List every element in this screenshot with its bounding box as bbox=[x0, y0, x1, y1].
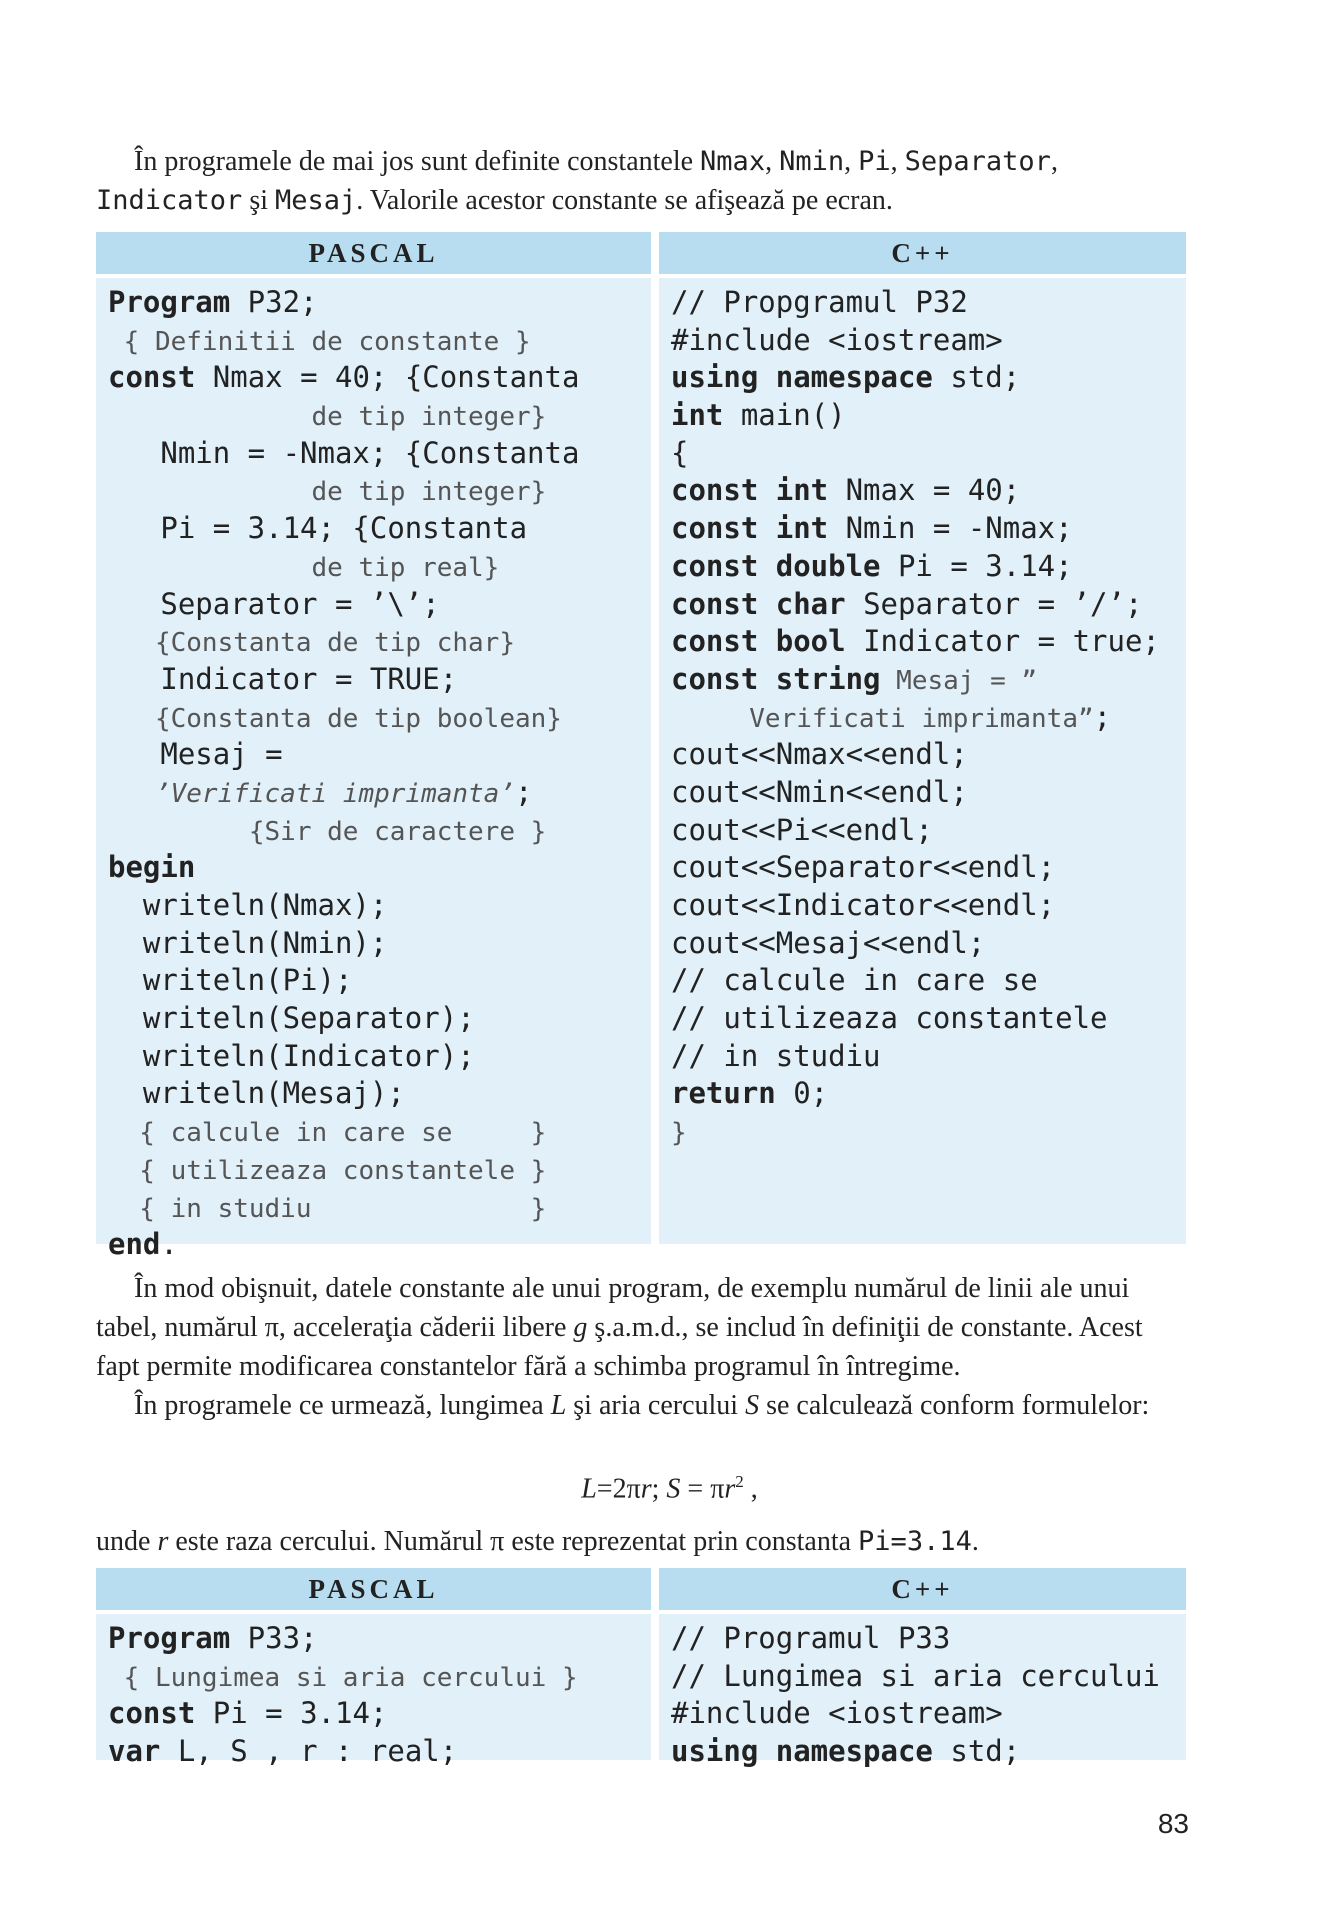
code-comment: { Definitii de constante } bbox=[108, 326, 531, 357]
symbol-r: r bbox=[157, 1526, 169, 1557]
code-text: // Lungimea si aria cercului bbox=[671, 1658, 1160, 1693]
code-table-p32 bbox=[96, 232, 1186, 1262]
code-text: // in studiu bbox=[671, 1038, 881, 1073]
symbol-S: S bbox=[666, 1473, 681, 1505]
code-keyword: const bbox=[108, 1696, 196, 1731]
code-text: // utilizeaza constantele bbox=[671, 1001, 1108, 1036]
circle-formula bbox=[0, 1472, 1339, 1505]
code-text: Pi = 3.14; {Constanta bbox=[108, 511, 528, 546]
para-text: unde bbox=[96, 1526, 158, 1557]
code-text: std; bbox=[932, 1734, 1021, 1769]
code-line bbox=[108, 661, 651, 699]
code-text: #include <iostream> bbox=[671, 1696, 1003, 1731]
code-text: Indicator = true; bbox=[845, 624, 1160, 659]
cpp-code bbox=[659, 1614, 1186, 1769]
code-line bbox=[671, 472, 1186, 510]
code-text: Separator = ’\’; bbox=[108, 586, 440, 621]
code-line bbox=[108, 1189, 651, 1227]
code-line bbox=[671, 359, 1186, 397]
code-text: Pi = 3.14; bbox=[195, 1696, 388, 1731]
code-line bbox=[108, 849, 651, 887]
code-text: writeln(Separator); bbox=[108, 1001, 475, 1036]
code-line bbox=[671, 510, 1186, 548]
code-text: 0; bbox=[775, 1076, 829, 1111]
code-line bbox=[671, 887, 1186, 925]
code-line bbox=[108, 510, 651, 548]
cpp-header: C++ bbox=[659, 232, 1186, 274]
code-text: P33; bbox=[230, 1621, 318, 1655]
code-text: Nmax = 40; {Constanta bbox=[195, 360, 580, 395]
code-line bbox=[108, 1733, 651, 1771]
code-table-p33 bbox=[96, 1568, 1186, 1769]
code-keyword: var bbox=[108, 1734, 161, 1769]
code-text: cout<<Nmin<<endl; bbox=[671, 774, 968, 809]
code-text: cout<<Pi<<endl; bbox=[671, 812, 933, 847]
code-line bbox=[671, 962, 1186, 1000]
code-text: { bbox=[671, 435, 689, 470]
code-line bbox=[108, 1658, 651, 1696]
code-keyword: const char bbox=[671, 586, 846, 621]
code-text: Separator = ’/’; bbox=[845, 586, 1143, 621]
code-text: Nmin = -Nmax; {Constanta bbox=[108, 435, 580, 470]
code-line bbox=[108, 1695, 651, 1733]
code-text: ; bbox=[515, 774, 533, 809]
code-comment: } bbox=[671, 1118, 687, 1149]
cpp-column bbox=[659, 1568, 1186, 1769]
para-text: este raza cercului. Numărul π este reprezentat prin constanta bbox=[168, 1526, 859, 1557]
code-text: cout<<Separator<<endl; bbox=[671, 850, 1056, 885]
code-line bbox=[671, 774, 1186, 812]
code-keyword: const bool bbox=[671, 624, 846, 659]
code-line bbox=[671, 284, 1186, 322]
code-line bbox=[108, 925, 651, 963]
intro-text: În programele de mai jos sunt definite constantele bbox=[134, 146, 701, 177]
code-text: P32; bbox=[230, 285, 318, 319]
code-keyword: const int bbox=[671, 511, 829, 546]
code-line bbox=[108, 623, 651, 661]
symbol-L: L bbox=[581, 1473, 597, 1505]
code-text: Pi = 3.14; bbox=[880, 548, 1073, 583]
code-keyword: const string bbox=[671, 661, 881, 696]
code-line bbox=[671, 623, 1186, 661]
code-comment: {Sir de caractere } bbox=[108, 816, 547, 847]
cpp-column bbox=[659, 232, 1186, 1244]
code-keyword: const double bbox=[671, 548, 881, 583]
code-line bbox=[671, 736, 1186, 774]
code-comment: de tip real} bbox=[108, 552, 500, 583]
code-line bbox=[108, 736, 651, 774]
symbol-r: r bbox=[724, 1473, 736, 1505]
code-text: // calcule in care se bbox=[671, 963, 1038, 998]
const-name: Nmax bbox=[700, 146, 766, 177]
para-text: şi aria cercului bbox=[566, 1390, 746, 1421]
code-line bbox=[108, 322, 651, 360]
code-text: // Programul P33 bbox=[671, 1621, 951, 1655]
code-line bbox=[671, 1620, 1186, 1658]
sep: , bbox=[844, 146, 859, 177]
sep: , bbox=[1050, 146, 1058, 177]
code-line bbox=[671, 1733, 1186, 1771]
const-name: Nmin bbox=[779, 146, 845, 177]
code-text: writeln(Nmax); bbox=[108, 888, 388, 922]
code-line bbox=[671, 1113, 1186, 1151]
symbol-L: L bbox=[550, 1390, 567, 1421]
formula-part: ; bbox=[651, 1473, 667, 1505]
code-line bbox=[108, 586, 651, 624]
code-line bbox=[108, 1113, 651, 1151]
code-keyword: return bbox=[671, 1076, 776, 1111]
formula-part: , bbox=[743, 1473, 758, 1505]
pascal-code bbox=[96, 278, 651, 1262]
code-line bbox=[108, 548, 651, 586]
intro-text: şi bbox=[242, 185, 275, 216]
code-line bbox=[108, 699, 651, 737]
pascal-column bbox=[96, 232, 651, 1262]
code-line bbox=[108, 812, 651, 850]
code-keyword: using namespace bbox=[671, 1734, 933, 1769]
code-line bbox=[671, 397, 1186, 435]
code-keyword: Program bbox=[108, 1621, 231, 1655]
pascal-code bbox=[96, 1614, 651, 1769]
code-line bbox=[108, 1075, 651, 1113]
code-text: L, S , r : real; bbox=[160, 1734, 458, 1769]
code-text: cout<<Mesaj<<endl; bbox=[671, 925, 986, 960]
code-text: Nmax = 40; bbox=[828, 473, 1021, 508]
code-comment: Verificati imprimanta” bbox=[671, 703, 1094, 734]
para-text: În mod obişnuit, datele constante ale unui program, de exemplu numărul de linii ale unui tabel, numărul π, acceleraţia căderii libere bbox=[96, 1273, 1130, 1343]
paragraph-formulas bbox=[96, 1386, 1186, 1425]
const-name: Pi bbox=[858, 146, 891, 177]
const-name: Mesaj bbox=[275, 185, 357, 216]
code-line bbox=[671, 1658, 1186, 1696]
code-line bbox=[108, 1226, 651, 1264]
pascal-header: PASCAL bbox=[96, 1568, 651, 1610]
code-comment: {Constanta de tip boolean} bbox=[108, 703, 562, 734]
code-line bbox=[108, 1038, 651, 1076]
code-line bbox=[671, 548, 1186, 586]
code-line bbox=[671, 586, 1186, 624]
code-comment: { calcule in care se } bbox=[108, 1118, 547, 1149]
code-keyword: Program bbox=[108, 285, 231, 319]
code-text: cout<<Nmax<<endl; bbox=[671, 737, 968, 772]
code-line bbox=[108, 359, 651, 397]
cpp-header: C++ bbox=[659, 1568, 1186, 1610]
code-line bbox=[108, 397, 651, 435]
code-keyword: const int bbox=[671, 473, 829, 508]
page-number: 83 bbox=[1157, 1808, 1189, 1839]
symbol-g: g bbox=[573, 1312, 588, 1343]
cpp-code bbox=[659, 278, 1186, 1244]
code-text: #include <iostream> bbox=[671, 322, 1003, 357]
para-text: În programele ce urmează, lungimea bbox=[134, 1390, 551, 1421]
code-text: writeln(Indicator); bbox=[108, 1038, 475, 1073]
code-text: . bbox=[160, 1227, 178, 1262]
formula-part: = π bbox=[680, 1473, 725, 1505]
code-line bbox=[671, 435, 1186, 473]
code-keyword: const bbox=[108, 360, 196, 395]
symbol-S: S bbox=[745, 1390, 760, 1421]
code-line bbox=[108, 1151, 651, 1189]
code-comment: de tip integer} bbox=[108, 477, 547, 508]
paragraph-constants bbox=[96, 1269, 1186, 1386]
code-comment: { in studiu } bbox=[108, 1193, 547, 1224]
code-line bbox=[108, 284, 651, 322]
code-line bbox=[671, 1038, 1186, 1076]
symbol-r: r bbox=[640, 1473, 652, 1505]
code-comment: { Lungimea si aria cercului } bbox=[108, 1662, 578, 1693]
para-text: ş.a.m.d., se includ în definiţii de constante. Acest fapt permite modificarea constantelor fără a schimba programul în întregime. bbox=[96, 1312, 1143, 1382]
code-text: main() bbox=[723, 398, 846, 433]
pascal-column bbox=[96, 1568, 651, 1769]
code-line bbox=[108, 435, 651, 473]
code-line bbox=[671, 812, 1186, 850]
code-line bbox=[108, 887, 651, 925]
code-line bbox=[671, 661, 1186, 699]
code-line bbox=[671, 849, 1186, 887]
code-comment: Mesaj = ” bbox=[880, 665, 1038, 696]
code-comment: ’Verificati imprimanta’ bbox=[108, 778, 515, 809]
code-line bbox=[108, 1620, 651, 1658]
code-keyword: using namespace bbox=[671, 360, 933, 395]
code-comment: {Constanta de tip char} bbox=[108, 628, 515, 659]
code-text: writeln(Pi); bbox=[108, 963, 353, 998]
code-text: Indicator = TRUE; bbox=[108, 661, 458, 696]
code-line bbox=[108, 472, 651, 510]
code-comment: { utilizeaza constantele } bbox=[108, 1155, 547, 1186]
code-line bbox=[671, 925, 1186, 963]
sep: , bbox=[765, 146, 780, 177]
code-text: ; bbox=[1093, 699, 1112, 734]
code-keyword: int bbox=[671, 398, 724, 433]
code-text: Mesaj = bbox=[108, 737, 283, 772]
code-comment: de tip integer} bbox=[108, 402, 547, 433]
intro-text: . Valorile acestor constante se afişează pe ecran. bbox=[356, 185, 893, 216]
sep: , bbox=[890, 146, 905, 177]
code-line bbox=[671, 322, 1186, 360]
para-text: se calculează conform formulelor: bbox=[759, 1390, 1150, 1421]
formula-part: =2π bbox=[596, 1473, 641, 1505]
code-keyword: begin bbox=[108, 850, 196, 885]
pascal-header: PASCAL bbox=[96, 232, 651, 274]
code-text: writeln(Mesaj); bbox=[108, 1076, 405, 1111]
code-line bbox=[671, 1075, 1186, 1113]
const-name: Indicator bbox=[96, 185, 243, 216]
intro-paragraph bbox=[96, 142, 1186, 220]
paragraph-pi bbox=[96, 1522, 1186, 1561]
code-inline: Pi=3.14 bbox=[858, 1526, 972, 1557]
exponent: 2 bbox=[735, 1472, 744, 1491]
code-line bbox=[108, 1000, 651, 1038]
para-text: . bbox=[971, 1526, 979, 1557]
code-text: Nmin = -Nmax; bbox=[828, 511, 1073, 546]
const-name: Separator bbox=[904, 146, 1051, 177]
code-text: std; bbox=[932, 360, 1021, 395]
code-line bbox=[108, 962, 651, 1000]
code-line bbox=[671, 1695, 1186, 1733]
code-keyword: end bbox=[108, 1227, 161, 1262]
code-line bbox=[671, 699, 1186, 737]
code-line bbox=[671, 1000, 1186, 1038]
code-text: // Propgramul P32 bbox=[671, 285, 968, 319]
code-text: cout<<Indicator<<endl; bbox=[671, 888, 1056, 922]
code-line bbox=[108, 774, 651, 812]
code-text: writeln(Nmin); bbox=[108, 925, 388, 960]
